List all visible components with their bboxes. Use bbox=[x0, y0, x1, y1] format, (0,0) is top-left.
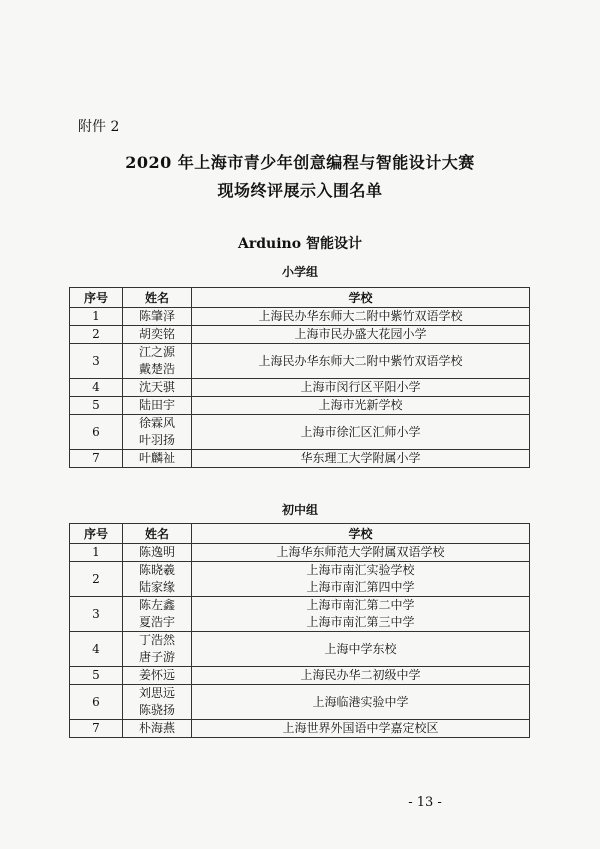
table-body bbox=[70, 544, 530, 738]
cell-names bbox=[123, 326, 192, 344]
school-name: 上海民办华东师大二附中紫竹双语学校 bbox=[258, 353, 463, 368]
student-name: 陆田宇 bbox=[138, 398, 175, 412]
cell-no: 1 bbox=[70, 308, 123, 326]
school-name: 上海市南汇实验学校 bbox=[306, 563, 415, 577]
cell-schools bbox=[192, 326, 530, 344]
student-name: 夏浩宇 bbox=[138, 615, 175, 629]
school-name: 上海市光新学校 bbox=[318, 398, 403, 412]
school-name: 上海市徐汇区汇师小学 bbox=[300, 424, 421, 439]
student-name: 陈肇泽 bbox=[138, 309, 175, 323]
table-header-row bbox=[70, 288, 530, 308]
header-no: 序号 bbox=[70, 288, 123, 308]
cell-names bbox=[123, 562, 192, 597]
student-name: 陈骁扬 bbox=[138, 703, 175, 717]
cell-schools bbox=[192, 685, 530, 720]
school-name: 华东理工大学附属小学 bbox=[300, 451, 421, 465]
student-name: 江之源 bbox=[138, 345, 175, 359]
cell-schools bbox=[192, 344, 530, 379]
student-name: 戴楚浩 bbox=[138, 362, 175, 376]
student-name: 陈左鑫 bbox=[138, 598, 175, 612]
cell-no: 2 bbox=[70, 562, 123, 597]
cell-no: 5 bbox=[70, 667, 123, 685]
attachment-label: 附件 2 bbox=[78, 119, 120, 135]
cell-no: 4 bbox=[70, 632, 123, 667]
header-school: 学校 bbox=[192, 524, 530, 544]
school-name: 上海市闵行区平阳小学 bbox=[300, 380, 421, 394]
student-name: 刘思远 bbox=[138, 686, 175, 700]
student-name: 朴海燕 bbox=[138, 721, 175, 735]
header-no: 序号 bbox=[70, 524, 123, 544]
cell-schools bbox=[192, 450, 530, 468]
cell-names bbox=[123, 397, 192, 415]
header-school: 学校 bbox=[192, 288, 530, 308]
cell-no: 2 bbox=[70, 326, 123, 344]
cell-names bbox=[123, 544, 192, 562]
school-name: 上海民办华东师大二附中紫竹双语学校 bbox=[258, 309, 463, 323]
student-name: 叶麟祉 bbox=[138, 451, 175, 465]
table-row bbox=[70, 544, 530, 562]
header-name: 姓名 bbox=[123, 524, 192, 544]
table-row bbox=[70, 597, 530, 632]
cell-no: 1 bbox=[70, 544, 123, 562]
table-row bbox=[70, 450, 530, 468]
cell-schools bbox=[192, 397, 530, 415]
table-row bbox=[70, 379, 530, 397]
page-number bbox=[0, 795, 600, 810]
school-name: 上海民办华二初级中学 bbox=[300, 668, 421, 682]
cell-schools bbox=[192, 544, 530, 562]
school-name: 上海市南汇第二中学 bbox=[306, 598, 415, 612]
cell-names bbox=[123, 450, 192, 468]
cell-names bbox=[123, 720, 192, 738]
school-name: 上海市民办盛大花园小学 bbox=[294, 327, 427, 341]
school-name: 上海市南汇第三中学 bbox=[306, 615, 415, 629]
table-header-row bbox=[70, 524, 530, 544]
cell-names bbox=[123, 597, 192, 632]
cell-schools bbox=[192, 562, 530, 597]
table-row bbox=[70, 397, 530, 415]
cell-names bbox=[123, 415, 192, 450]
cell-no: 6 bbox=[70, 415, 123, 450]
cell-no: 6 bbox=[70, 685, 123, 720]
cell-names bbox=[123, 379, 192, 397]
cell-no: 3 bbox=[70, 597, 123, 632]
table-row bbox=[70, 326, 530, 344]
cell-names bbox=[123, 308, 192, 326]
primary-school-table bbox=[69, 287, 530, 468]
table-row bbox=[70, 308, 530, 326]
school-name: 上海市南汇第四中学 bbox=[306, 580, 415, 594]
group-label-middle: 初中组 bbox=[281, 503, 318, 517]
student-name: 徐霖风 bbox=[138, 416, 175, 430]
cell-schools bbox=[192, 667, 530, 685]
table-row bbox=[70, 344, 530, 379]
cell-schools bbox=[192, 632, 530, 667]
student-name: 沈天骐 bbox=[138, 380, 175, 394]
cell-names bbox=[123, 632, 192, 667]
school-name: 上海世界外国语中学嘉定校区 bbox=[282, 721, 439, 735]
header-name: 姓名 bbox=[123, 288, 192, 308]
cell-no: 3 bbox=[70, 344, 123, 379]
student-name: 陈晓羲 bbox=[138, 563, 175, 577]
table-body bbox=[70, 308, 530, 468]
student-name: 胡奕铭 bbox=[138, 327, 175, 341]
table-row bbox=[70, 632, 530, 667]
student-name: 叶羽扬 bbox=[138, 433, 175, 447]
cell-names bbox=[123, 685, 192, 720]
table-row bbox=[70, 685, 530, 720]
document-subtitle: 现场终评展示入围名单 bbox=[217, 181, 383, 200]
cell-no: 4 bbox=[70, 379, 123, 397]
cell-schools bbox=[192, 308, 530, 326]
cell-no: 7 bbox=[70, 720, 123, 738]
table-row bbox=[70, 667, 530, 685]
document-title: 2020 年上海市青少年创意编程与智能设计大赛 bbox=[125, 153, 475, 172]
cell-schools bbox=[192, 415, 530, 450]
group-label-primary: 小学组 bbox=[281, 265, 318, 279]
section-title: Arduino 智能设计 bbox=[238, 236, 362, 252]
cell-names bbox=[123, 344, 192, 379]
middle-school-table bbox=[69, 523, 530, 738]
page-number-text: - 13 - bbox=[408, 795, 442, 810]
cell-no: 7 bbox=[70, 450, 123, 468]
student-name: 丁浩然 bbox=[138, 633, 175, 647]
cell-schools bbox=[192, 379, 530, 397]
table-row bbox=[70, 562, 530, 597]
school-name: 上海中学东校 bbox=[324, 641, 397, 656]
cell-no: 5 bbox=[70, 397, 123, 415]
table-row bbox=[70, 720, 530, 738]
student-name: 姜怀远 bbox=[138, 668, 175, 682]
student-name: 陆家缘 bbox=[138, 580, 175, 594]
cell-names bbox=[123, 667, 192, 685]
school-name: 上海华东师范大学附属双语学校 bbox=[276, 545, 445, 559]
student-name: 唐子游 bbox=[138, 650, 175, 664]
cell-schools bbox=[192, 720, 530, 738]
table-row bbox=[70, 415, 530, 450]
school-name: 上海临港实验中学 bbox=[312, 694, 409, 709]
cell-schools bbox=[192, 597, 530, 632]
student-name: 陈逸明 bbox=[138, 545, 175, 559]
